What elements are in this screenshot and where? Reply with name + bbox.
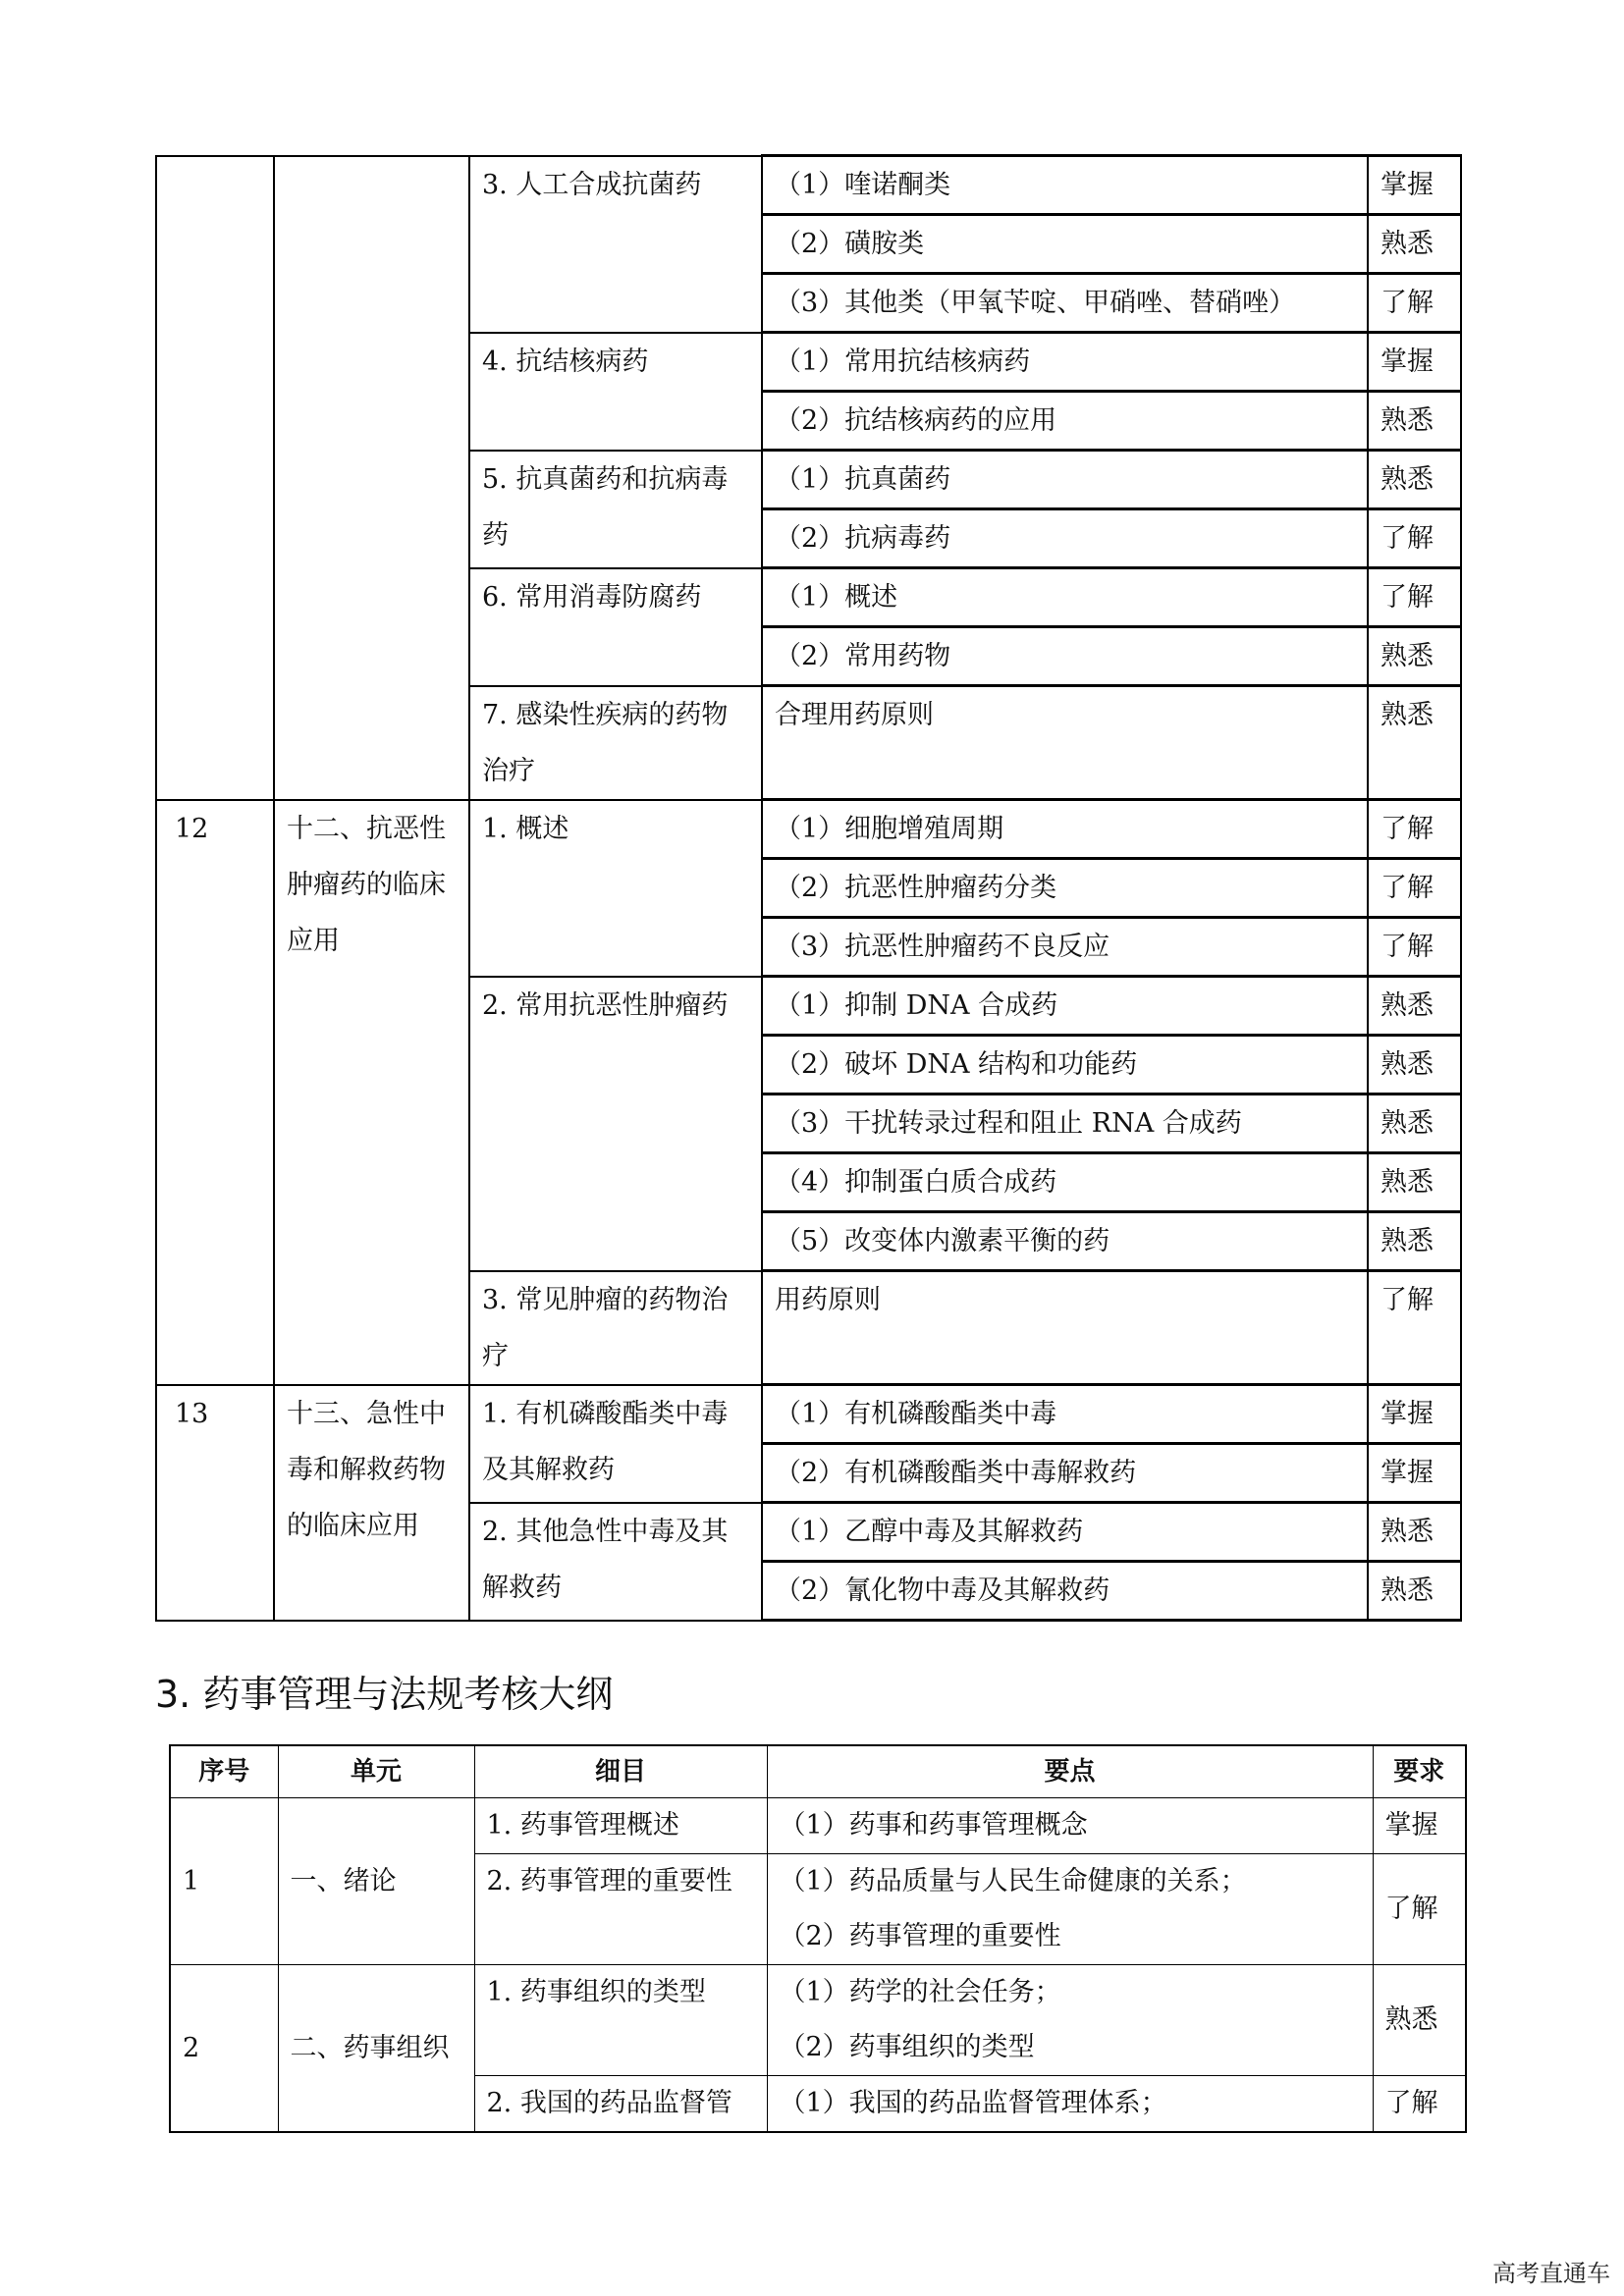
unit-cell: 十三、急性中毒和解救药物的临床应用 (274, 1385, 469, 1621)
point-cell: （5）改变体内激素平衡的药 (762, 1212, 1368, 1271)
requirement-cell: 了解 (1368, 800, 1461, 859)
requirement-cell: 熟悉 (1368, 1503, 1461, 1562)
table-row (156, 1385, 1461, 1444)
requirement-cell: 熟悉 (1368, 1153, 1461, 1212)
point-cell: 合理用药原则 (762, 686, 1368, 800)
requirement-cell: 熟悉 (1368, 1562, 1461, 1621)
index-cell: 12 (156, 800, 274, 1385)
unit-cell: 十二、抗恶性肿瘤药的临床应用 (274, 800, 469, 1385)
header-unit: 单元 (278, 1745, 474, 1798)
index-cell: 1 (170, 1798, 278, 1965)
item-cell: 3. 常见肿瘤的药物治疗 (469, 1271, 762, 1385)
table-row (170, 1965, 1466, 2076)
point-cell: （2）常用药物 (762, 627, 1368, 686)
item-cell: 1. 概述 (469, 800, 762, 977)
item-cell: 5. 抗真菌药和抗病毒药 (469, 451, 762, 568)
point-line: （1）药品质量与人民生命健康的关系； (779, 1866, 1247, 1896)
point-line: （2）药事组织的类型 (779, 2032, 1035, 2062)
requirement-cell: 掌握 (1368, 1444, 1461, 1503)
point-cell: （3）其他类（甲氧苄啶、甲硝唑、替硝唑） (762, 274, 1368, 333)
point-cell: （2）有机磷酸酯类中毒解救药 (762, 1444, 1368, 1503)
point-cell: （1）我国的药品监督管理体系； (767, 2076, 1373, 2133)
item-cell: 2. 常用抗恶性肿瘤药 (469, 977, 762, 1271)
point-cell (767, 1854, 1373, 1965)
point-cell: （3）抗恶性肿瘤药不良反应 (762, 918, 1368, 977)
point-cell: （2）氰化物中毒及其解救药 (762, 1562, 1368, 1621)
unit-cell: 二、药事组织 (278, 1965, 474, 2133)
requirement-cell: 了解 (1368, 859, 1461, 918)
header-requirement: 要求 (1373, 1745, 1466, 1798)
curriculum-table-continued (155, 154, 1462, 1622)
point-cell: （2）抗结核病药的应用 (762, 392, 1368, 451)
index-cell: 2 (170, 1965, 278, 2133)
requirement-cell: 掌握 (1368, 1385, 1461, 1444)
requirement-cell: 了解 (1368, 1271, 1461, 1385)
header-item: 细目 (474, 1745, 767, 1798)
pharmacy-admin-outline-table (169, 1744, 1467, 2133)
point-cell: （2）抗病毒药 (762, 509, 1368, 568)
index-cell (156, 156, 274, 800)
requirement-cell: 了解 (1368, 274, 1461, 333)
requirement-cell: 熟悉 (1368, 1212, 1461, 1271)
point-cell: （2）抗恶性肿瘤药分类 (762, 859, 1368, 918)
requirement-cell: 了解 (1368, 568, 1461, 627)
item-cell: 3. 人工合成抗菌药 (469, 156, 762, 333)
watermark-text: 高考直通车 (1492, 2260, 1610, 2287)
item-cell: 2. 药事管理的重要性 (474, 1854, 767, 1965)
unit-cell: 一、绪论 (278, 1798, 474, 1965)
point-cell (767, 1965, 1373, 2076)
item-cell: 1. 药事组织的类型 (474, 1965, 767, 2076)
table-row (156, 156, 1461, 215)
requirement-cell: 了解 (1368, 509, 1461, 568)
point-line: （1）药学的社会任务； (779, 1977, 1061, 2007)
index-cell: 13 (156, 1385, 274, 1621)
item-cell: 1. 药事管理概述 (474, 1798, 767, 1854)
point-cell: （1）细胞增殖周期 (762, 800, 1368, 859)
point-cell: （2）磺胺类 (762, 215, 1368, 274)
point-cell: （1）有机磷酸酯类中毒 (762, 1385, 1368, 1444)
point-cell: （4）抑制蛋白质合成药 (762, 1153, 1368, 1212)
requirement-cell: 熟悉 (1368, 451, 1461, 509)
requirement-cell: 熟悉 (1368, 686, 1461, 800)
point-cell: 用药原则 (762, 1271, 1368, 1385)
requirement-cell: 了解 (1368, 918, 1461, 977)
requirement-cell: 熟悉 (1368, 1095, 1461, 1153)
table-row (170, 1798, 1466, 1854)
requirement-cell: 熟悉 (1368, 627, 1461, 686)
table-header-row (170, 1745, 1466, 1798)
point-cell: （1）药事和药事管理概念 (767, 1798, 1373, 1854)
requirement-cell: 熟悉 (1373, 1965, 1466, 2076)
point-cell: （1）常用抗结核病药 (762, 333, 1368, 392)
requirement-cell: 熟悉 (1368, 1036, 1461, 1095)
requirement-cell: 掌握 (1368, 156, 1461, 215)
point-cell: （3）干扰转录过程和阻止 RNA 合成药 (762, 1095, 1368, 1153)
point-cell: （1）乙醇中毒及其解救药 (762, 1503, 1368, 1562)
point-cell: （1）喹诺酮类 (762, 156, 1368, 215)
table-row (156, 800, 1461, 859)
requirement-cell: 掌握 (1373, 1798, 1466, 1854)
item-cell: 7. 感染性疾病的药物治疗 (469, 686, 762, 800)
point-cell: （1）抗真菌药 (762, 451, 1368, 509)
point-cell: （1）概述 (762, 568, 1368, 627)
requirement-cell: 掌握 (1368, 333, 1461, 392)
point-line: （2）药事管理的重要性 (779, 1921, 1061, 1951)
item-cell: 1. 有机磷酸酯类中毒及其解救药 (469, 1385, 762, 1503)
point-cell: （1）抑制 DNA 合成药 (762, 977, 1368, 1036)
item-cell: 6. 常用消毒防腐药 (469, 568, 762, 686)
item-cell: 2. 其他急性中毒及其解救药 (469, 1503, 762, 1621)
item-cell: 2. 我国的药品监督管 (474, 2076, 767, 2133)
unit-cell (274, 156, 469, 800)
section-title: 3. 药事管理与法规考核大纲 (155, 1673, 614, 1716)
point-cell: （2）破坏 DNA 结构和功能药 (762, 1036, 1368, 1095)
requirement-cell: 了解 (1373, 2076, 1466, 2133)
requirement-cell: 了解 (1373, 1854, 1466, 1965)
requirement-cell: 熟悉 (1368, 392, 1461, 451)
requirement-cell: 熟悉 (1368, 215, 1461, 274)
header-point: 要点 (767, 1745, 1373, 1798)
header-index: 序号 (170, 1745, 278, 1798)
item-cell: 4. 抗结核病药 (469, 333, 762, 451)
requirement-cell: 熟悉 (1368, 977, 1461, 1036)
